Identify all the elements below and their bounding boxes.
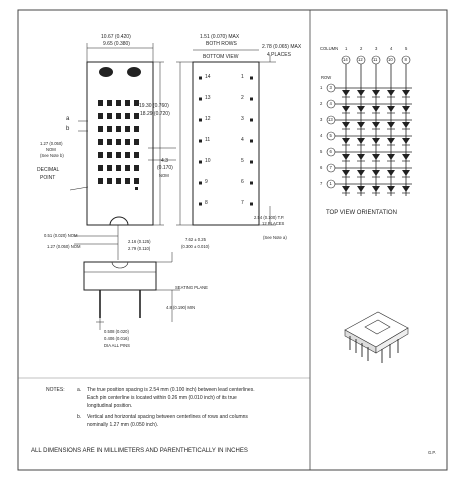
diode-symbol [372, 106, 380, 112]
pin-dia3-label: DIA ALL PINS [104, 343, 130, 348]
row-number: 2 [320, 101, 323, 106]
led-dot [134, 178, 139, 184]
led-dot [125, 165, 130, 171]
diode-symbol [387, 138, 395, 144]
bottom-pin-number: 8 [205, 200, 208, 206]
pitch-nom-label: NOM [46, 147, 56, 152]
diode-symbol [387, 154, 395, 160]
row-number: 3 [320, 117, 323, 122]
column-pin-number: 11 [373, 57, 378, 62]
row-pin-number: 5 [329, 133, 332, 138]
pin-marker [250, 98, 253, 101]
led-dot [125, 113, 130, 119]
side-dim-a-label: 2.16 (0.125) [128, 239, 151, 244]
segment-b-label: b [66, 126, 70, 132]
pin-marker [250, 77, 253, 80]
bottom-pin-number: 2 [241, 95, 244, 101]
led-dot [107, 139, 112, 145]
led-dot [98, 152, 103, 158]
bottom-pin-number: 13 [205, 95, 211, 101]
diode-symbol [387, 170, 395, 176]
note-a-mark: a. [77, 387, 82, 393]
right-max-dim-label: 2.78 (0.065) MAX [262, 44, 302, 50]
row-number: 6 [320, 165, 323, 170]
note-a-line3: longitudinal position. [87, 403, 133, 409]
bottom-pitch2-label: 1.27 (0.050) NOM [47, 244, 81, 249]
diode-symbol [372, 90, 380, 96]
led-dot [98, 113, 103, 119]
led-dot [107, 152, 112, 158]
pin-marker [250, 119, 253, 122]
bottom-pin-number: 11 [205, 137, 211, 143]
diode-symbol [342, 122, 350, 128]
diode-symbol [342, 138, 350, 144]
pin-marker [199, 98, 202, 101]
diode-symbol [387, 186, 395, 192]
diode-symbol [402, 170, 410, 176]
diode-symbol [402, 106, 410, 112]
segment-a-label: a [66, 116, 70, 122]
diode-symbol [357, 106, 365, 112]
column-number: 1 [345, 46, 348, 51]
diode-symbol [387, 122, 395, 128]
diode-symbol [342, 186, 350, 192]
bottom-pin-number: 5 [241, 158, 244, 164]
row-pin-number: 13 [328, 117, 333, 122]
row-number: 7 [320, 181, 323, 186]
bottom-pitch-label: 0.51 (0.020) NOM [44, 233, 78, 238]
side-dim-b2-label: (0.300 ± 0.010) [181, 244, 210, 249]
row-pin-number: 3 [329, 85, 332, 90]
led-dot [98, 165, 103, 171]
bottom-view-max-label: 1.51 (0.070) MAX [200, 34, 240, 40]
bottom-pin-number: 9 [205, 179, 208, 185]
bottom-pitch-tp-label: 2.54 (0.100) T.P. [254, 215, 285, 220]
column-pin-number: 10 [388, 57, 393, 62]
diode-symbol [357, 138, 365, 144]
side-dim-b-label: 7.62 ± 0.25 [185, 237, 206, 242]
led-dot [116, 113, 121, 119]
pin-marker [199, 182, 202, 185]
pin-marker [199, 77, 202, 80]
led-dot [116, 165, 121, 171]
led-dot [116, 139, 121, 145]
four-places-label: 4 PLACES [267, 52, 291, 58]
led-dot [134, 126, 139, 132]
column-number: 4 [390, 46, 393, 51]
led-dot [107, 126, 112, 132]
row-number: 4 [320, 133, 323, 138]
front-view-package [87, 62, 153, 225]
led-dot [134, 152, 139, 158]
led-dot [134, 113, 139, 119]
note-a-line1: The true position spacing is 2.54 mm (0.100 inch) between lead centerlines. [87, 387, 255, 393]
center-dim3-label: NOM [159, 173, 169, 178]
diode-symbol [372, 138, 380, 144]
led-dot [107, 100, 112, 106]
led-dot [116, 178, 121, 184]
diode-symbol [402, 154, 410, 160]
diode-symbol [357, 90, 365, 96]
diode-symbol [357, 154, 365, 160]
corner-mark: G.P. [428, 450, 436, 455]
column-pin-number: 14 [343, 57, 348, 62]
bottom-pin-number: 6 [241, 179, 244, 185]
diode-symbol [357, 122, 365, 128]
twelve-places-label: 12 PLACES [262, 221, 285, 226]
led-dot [134, 165, 139, 171]
led-dot [125, 139, 130, 145]
pin-marker [250, 161, 253, 164]
outer-height-label: 19.30 (0.760) [139, 103, 169, 109]
column-number: 3 [375, 46, 378, 51]
pitch-label: 1.27 (0.050) [40, 141, 63, 146]
row-pin-number: 7 [329, 165, 332, 170]
bottom-pin-number: 14 [205, 74, 211, 80]
bottom-pin-number: 4 [241, 137, 244, 143]
bottom-pin-number: 3 [241, 116, 244, 122]
notes-label: NOTES: [46, 387, 65, 393]
row-number: 1 [320, 85, 323, 90]
bottom-pin-number: 12 [205, 116, 211, 122]
led-dot [125, 126, 130, 132]
diode-symbol [402, 138, 410, 144]
side-view-package [84, 262, 156, 318]
row-label: ROW [321, 75, 332, 80]
footer-dimensions-note: ALL DIMENSIONS ARE IN MILLIMETERS AND PARENTHETICALLY IN INCHES [31, 448, 248, 454]
outer-width-label: 10.67 (0.420) [101, 34, 131, 40]
lead-length-label: 4.8 (0.190) MIN [166, 305, 196, 310]
column-number: 5 [405, 46, 408, 51]
both-rows-label: BOTH ROWS [206, 41, 237, 47]
pin-marker [199, 119, 202, 122]
note-b-line1: Vertical and horizontal spacing between centerlines of rows and columns [87, 414, 248, 420]
column-pin-number: 12 [358, 57, 363, 62]
center-dim2-label: (0.170) [157, 165, 173, 171]
diode-symbol [387, 106, 395, 112]
ic-package-sketch [345, 312, 408, 363]
note-b-line2: nominally 1.27 mm (0.050 inch). [87, 422, 159, 428]
pin-dia-label: 0.508 (0.020) [104, 329, 129, 334]
pin-marker [250, 203, 253, 206]
see-note-a-label: (See Note a) [263, 235, 287, 240]
top-view-caption: TOP VIEW ORIENTATION [326, 210, 397, 216]
led-dot [107, 113, 112, 119]
diode-symbol [372, 154, 380, 160]
diode-symbol [342, 170, 350, 176]
side-dim-a2-label: 2.79 (0.110) [128, 246, 151, 251]
see-note-b-label: (See Note b) [40, 153, 64, 158]
diode-symbol [402, 90, 410, 96]
column-pin-number: 8 [404, 57, 407, 62]
led-dot [134, 139, 139, 145]
bottom-pin-number: 7 [241, 200, 244, 206]
note-b-mark: b. [77, 414, 82, 420]
diode-symbol [342, 106, 350, 112]
pin-marker [199, 161, 202, 164]
bottom-pin-number: 1 [241, 74, 244, 80]
outer-height-min-label: 18.29 (0.720) [140, 111, 170, 117]
led-dot [98, 178, 103, 184]
diode-symbol [342, 154, 350, 160]
top-view-schematic [327, 56, 412, 196]
row-pin-number: 6 [329, 149, 332, 154]
led-dot [98, 126, 103, 132]
diode-symbol [402, 186, 410, 192]
led-dot [107, 165, 112, 171]
bottom-pin-number: 10 [205, 158, 211, 164]
pin-marker [199, 140, 202, 143]
center-dim-label: 4.3 [161, 158, 168, 164]
pin-dia2-label: 0.406 (0.016) [104, 336, 129, 341]
diode-symbol [372, 122, 380, 128]
point-label: POINT [40, 175, 56, 181]
led-dot [107, 178, 112, 184]
led-dot [98, 139, 103, 145]
column-number: 2 [360, 46, 363, 51]
diode-symbol [402, 122, 410, 128]
diode-symbol [387, 90, 395, 96]
led-dot [116, 152, 121, 158]
row-pin-number: 1 [329, 181, 332, 186]
diode-symbol [342, 90, 350, 96]
row-pin-number: 4 [329, 101, 332, 106]
note-a-line2: Each pin centerline is located within 0.26 mm (0.010 inch) of its true [87, 395, 237, 401]
decimal-label: DECIMAL [37, 167, 60, 173]
diode-symbol [357, 170, 365, 176]
diode-symbol [372, 186, 380, 192]
pin-marker [250, 182, 253, 185]
row-number: 5 [320, 149, 323, 154]
diode-symbol [357, 186, 365, 192]
column-label: COLUMN [320, 46, 339, 51]
led-dot [125, 152, 130, 158]
pin-marker [250, 140, 253, 143]
bottom-view-package [193, 62, 259, 225]
led-dot [125, 178, 130, 184]
outer-width-min-label: 9.65 (0.380) [103, 41, 130, 47]
pin-marker [199, 203, 202, 206]
led-dot [116, 126, 121, 132]
led-dot [116, 100, 121, 106]
led-dot [98, 100, 103, 106]
diode-symbol [372, 170, 380, 176]
seating-plane-label: SEATING PLANE [175, 285, 208, 290]
bottom-view-title: BOTTOM VIEW [203, 54, 239, 60]
led-dot [125, 100, 130, 106]
